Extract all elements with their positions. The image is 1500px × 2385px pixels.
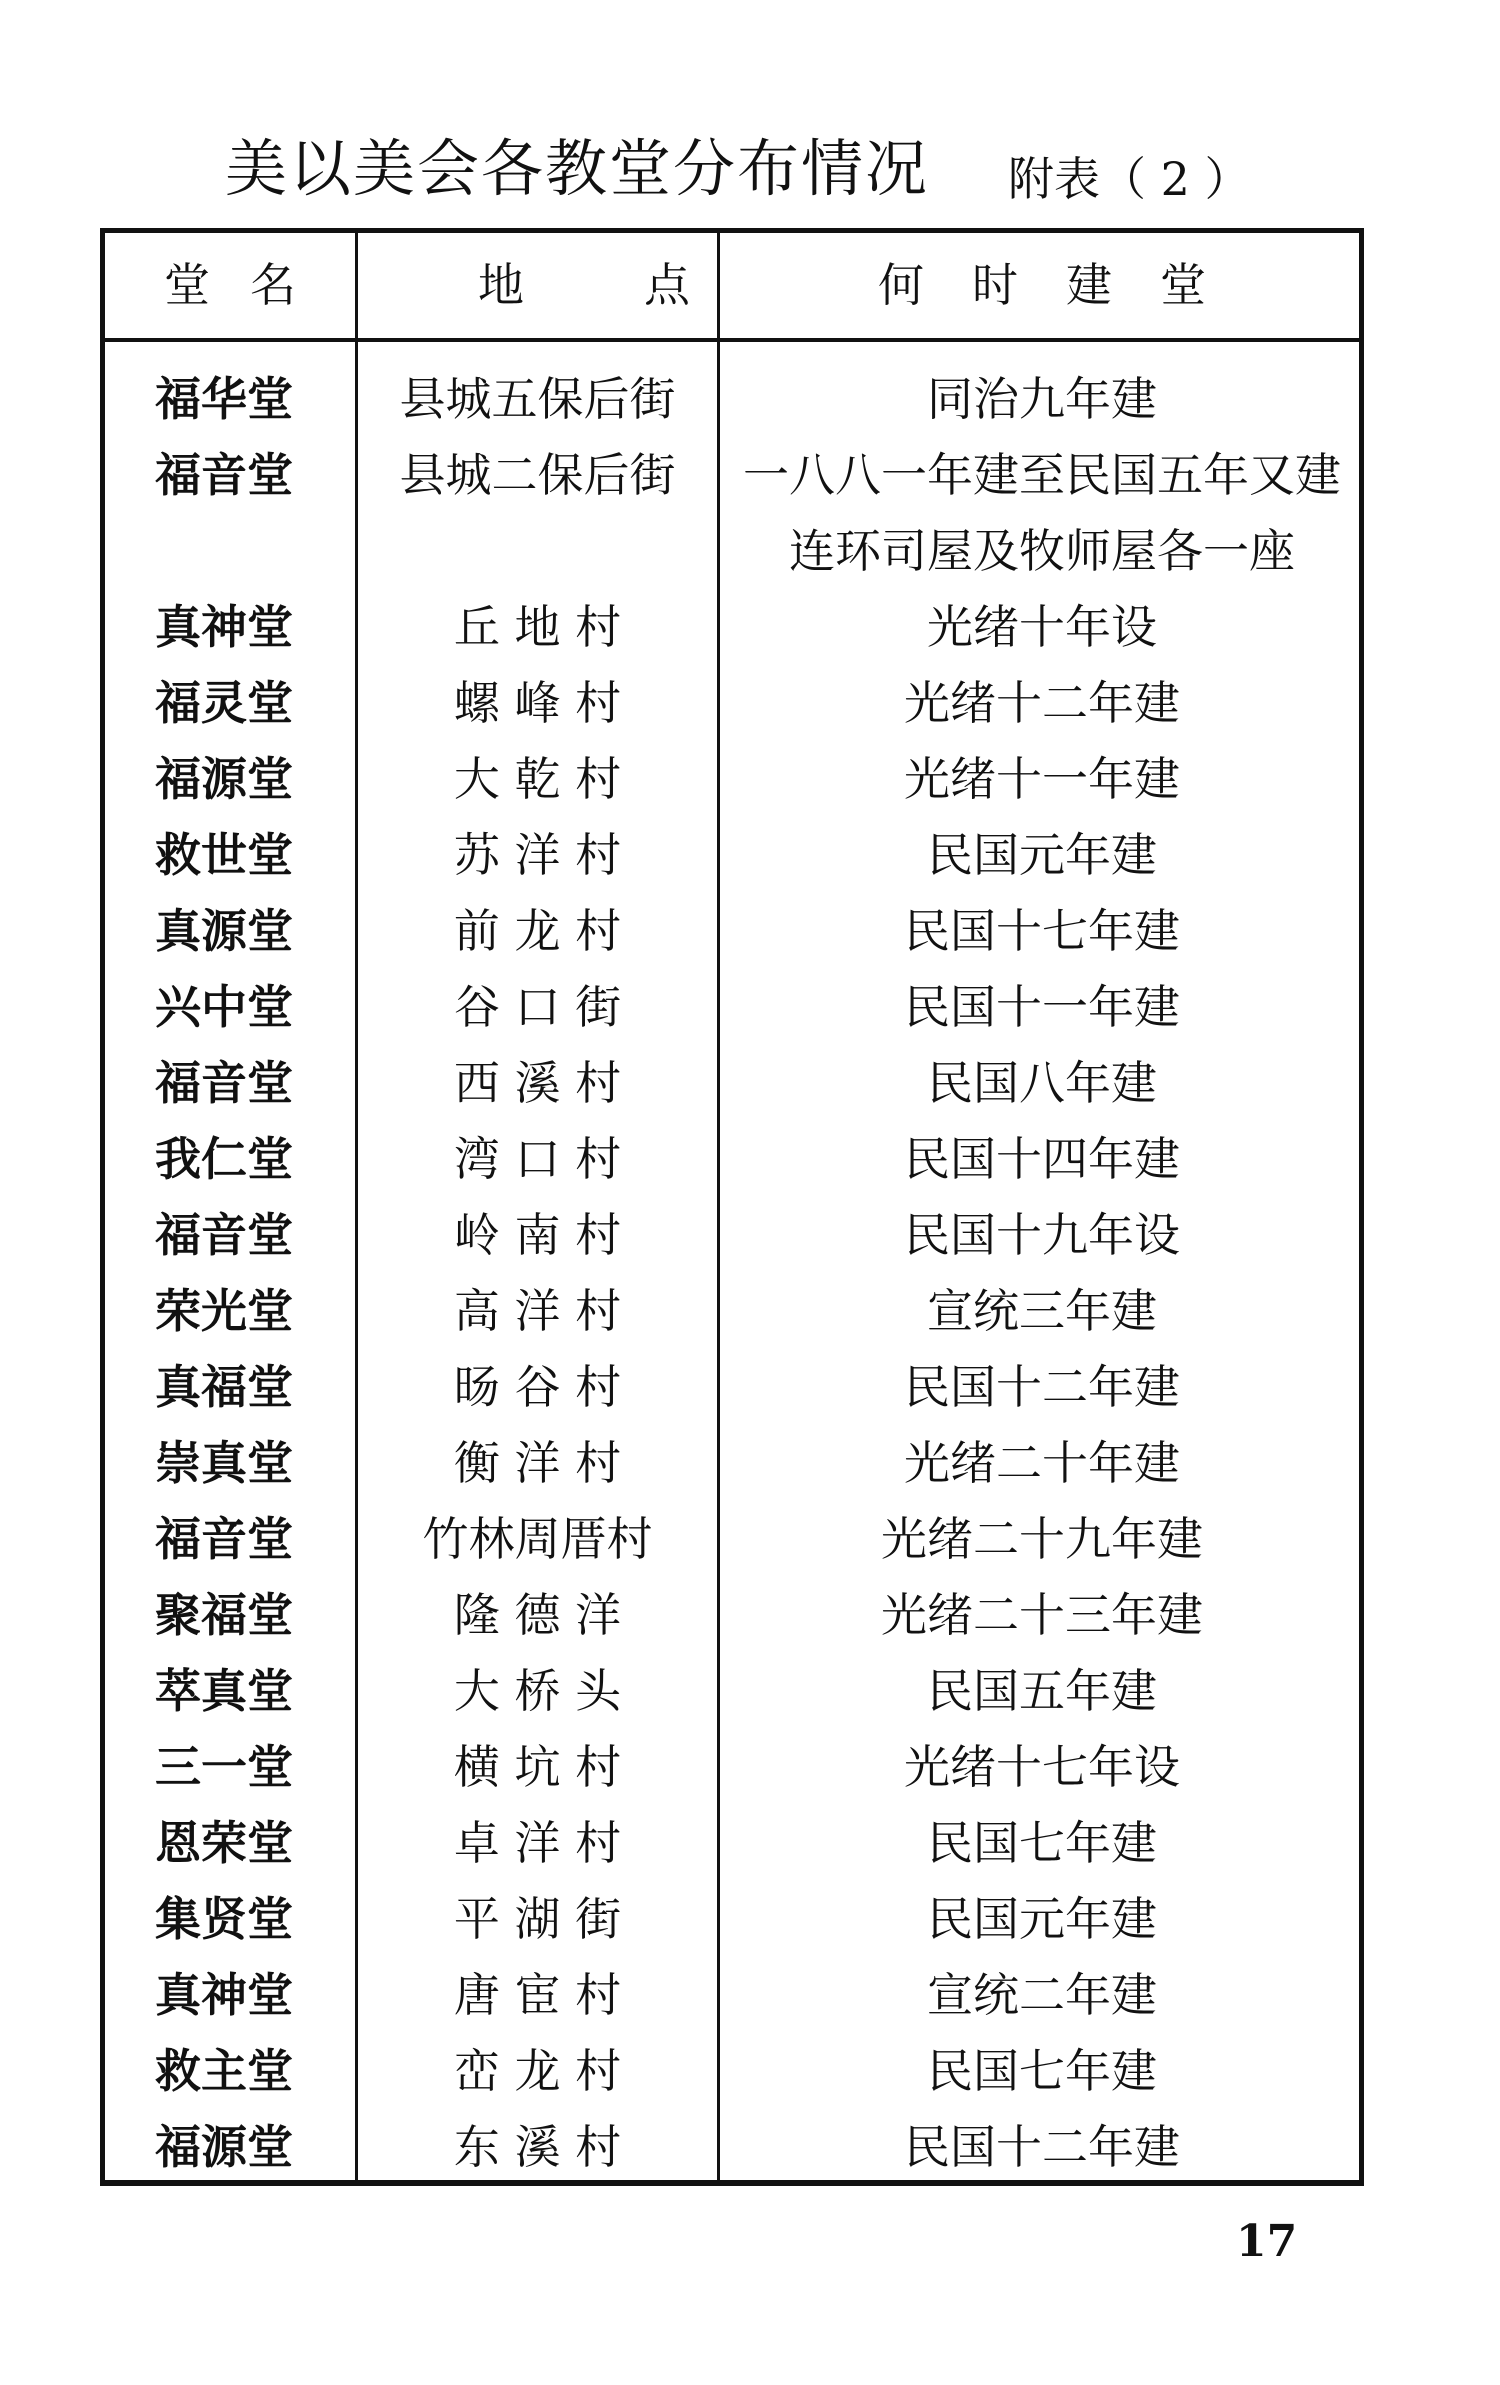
table-row <box>105 1121 1359 1197</box>
church-location: 唐 宦 村 <box>453 1968 622 2022</box>
table-row <box>105 1577 1359 1653</box>
header-build-time: 何时建堂 <box>878 258 1254 312</box>
church-table <box>100 228 1364 2186</box>
table-row <box>105 665 1359 741</box>
table-row <box>105 1197 1359 1273</box>
page-number: 17 <box>1236 2216 1298 2267</box>
church-name: 萃真堂 <box>155 1664 293 1718</box>
church-location: 卓 洋 村 <box>453 1816 622 1870</box>
page-title: 美以美会各教堂分布情况 <box>225 132 930 205</box>
table-row <box>105 1425 1359 1501</box>
church-location: 岭 南 村 <box>453 1208 622 1262</box>
church-location: 竹林周厝村 <box>422 1512 653 1566</box>
table-row <box>105 589 1359 665</box>
church-name: 福华堂 <box>155 372 293 426</box>
table-row <box>105 2033 1359 2109</box>
church-build-time: 光绪十七年设 <box>904 1740 1180 1794</box>
church-build-time: 民国元年建 <box>927 1892 1157 1946</box>
church-location: 东 溪 村 <box>453 2120 622 2174</box>
church-build-time: 光绪十二年建 <box>904 676 1180 730</box>
church-location: 峦 龙 村 <box>453 2044 622 2098</box>
church-location: 大 桥 头 <box>453 1664 622 1718</box>
church-location: 谷 口 街 <box>453 980 622 1034</box>
church-name: 救主堂 <box>155 2044 293 2098</box>
table-row <box>105 1957 1359 2033</box>
church-location: 大 乾 村 <box>453 752 622 806</box>
appendix-label: 附表（ 2 ） <box>1008 152 1251 206</box>
table-row <box>105 2109 1359 2185</box>
church-location: 丘 地 村 <box>453 600 622 654</box>
church-name: 荣光堂 <box>155 1284 293 1338</box>
church-build-time: 一八八一年建至民国五年又建连环司屋及牧师屋各一座 <box>743 448 1341 578</box>
church-build-time: 光绪二十九年建 <box>881 1512 1203 1566</box>
table-row <box>105 893 1359 969</box>
church-build-time: 民国十四年建 <box>904 1132 1180 1186</box>
church-name: 集贤堂 <box>155 1892 293 1946</box>
church-build-time: 民国七年建 <box>927 2044 1157 2098</box>
church-location: 湾 口 村 <box>453 1132 622 1186</box>
church-location: 高 洋 村 <box>453 1284 622 1338</box>
header-church-name: 堂名 <box>164 258 336 312</box>
church-location: 前 龙 村 <box>453 904 622 958</box>
table-row <box>105 1349 1359 1425</box>
table-row <box>105 1045 1359 1121</box>
church-location: 县城二保后街 <box>399 448 676 502</box>
church-location: 平 湖 街 <box>453 1892 622 1946</box>
table-row <box>105 1273 1359 1349</box>
church-name: 我仁堂 <box>155 1132 293 1186</box>
church-name: 福音堂 <box>155 448 293 502</box>
church-name: 救世堂 <box>155 828 293 882</box>
church-build-time: 民国十二年建 <box>904 1360 1180 1414</box>
church-build-time: 民国十一年建 <box>904 980 1180 1034</box>
church-name: 福灵堂 <box>155 676 293 730</box>
church-name: 福源堂 <box>155 752 293 806</box>
church-build-time: 民国五年建 <box>927 1664 1157 1718</box>
church-location: 横 坑 村 <box>453 1740 622 1794</box>
church-location: 隆 德 洋 <box>453 1588 622 1642</box>
table-row <box>105 1501 1359 1577</box>
table-row <box>105 361 1359 437</box>
church-location: 县城五保后街 <box>399 372 676 426</box>
church-name: 福源堂 <box>155 2120 293 2174</box>
church-name: 兴中堂 <box>155 980 293 1034</box>
church-build-time: 光绪二十三年建 <box>881 1588 1203 1642</box>
church-name: 福音堂 <box>155 1208 293 1262</box>
church-location: 旸 谷 村 <box>453 1360 622 1414</box>
church-build-time: 光绪二十年建 <box>904 1436 1180 1490</box>
church-build-time: 民国七年建 <box>927 1816 1157 1870</box>
church-name: 真福堂 <box>155 1360 293 1414</box>
church-build-time: 民国十七年建 <box>904 904 1180 958</box>
table-row <box>105 1805 1359 1881</box>
church-name: 福音堂 <box>155 1056 293 1110</box>
table-row <box>105 1729 1359 1805</box>
church-location: 西 溪 村 <box>453 1056 622 1110</box>
church-name: 恩荣堂 <box>155 1816 293 1870</box>
church-location: 衡 洋 村 <box>453 1436 622 1490</box>
church-location: 螺 峰 村 <box>453 676 622 730</box>
table-row <box>105 437 1359 589</box>
header-rule <box>105 338 1359 342</box>
church-name: 福音堂 <box>155 1512 293 1566</box>
church-build-time: 民国八年建 <box>927 1056 1157 1110</box>
church-name: 真神堂 <box>155 1968 293 2022</box>
church-name: 真源堂 <box>155 904 293 958</box>
table-row <box>105 969 1359 1045</box>
church-location: 苏 洋 村 <box>453 828 622 882</box>
table-row <box>105 817 1359 893</box>
table-body <box>105 361 1359 2185</box>
table-row <box>105 741 1359 817</box>
church-name: 崇真堂 <box>155 1436 293 1490</box>
church-name: 聚福堂 <box>155 1588 293 1642</box>
church-build-time: 宣统三年建 <box>927 1284 1157 1338</box>
church-build-time: 民国十二年建 <box>904 2120 1180 2174</box>
header-location: 地点 <box>478 258 810 312</box>
table-row <box>105 1881 1359 1957</box>
church-build-time: 民国十九年设 <box>904 1208 1180 1262</box>
church-build-time: 同治九年建 <box>927 372 1157 426</box>
church-name: 真神堂 <box>155 600 293 654</box>
church-build-time: 光绪十年设 <box>927 600 1157 654</box>
church-build-time: 民国元年建 <box>927 828 1157 882</box>
table-row <box>105 1653 1359 1729</box>
church-build-time: 宣统二年建 <box>927 1968 1157 2022</box>
church-name: 三一堂 <box>155 1740 293 1794</box>
church-build-time: 光绪十一年建 <box>904 752 1180 806</box>
